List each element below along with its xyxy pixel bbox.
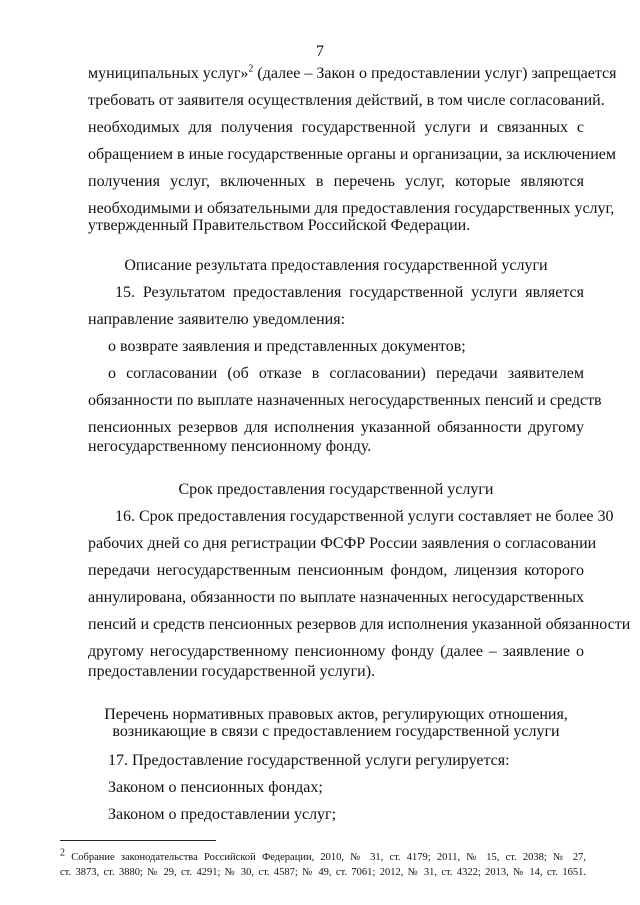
footnote-marker: 2	[60, 847, 65, 859]
paragraph-line: 17. Предоставление государственной услуги регулируется:	[108, 752, 510, 769]
paragraph-line: требовать от заявителя осуществления действий, в том числе согласований.	[88, 92, 605, 109]
paragraph-line: пенсионных резервов для исполнения указанной обязанности другому	[88, 419, 584, 436]
footnote-divider	[60, 840, 216, 841]
paragraph-line: обращением в иные государственные органы и организации, за исключением	[88, 146, 616, 163]
footnote-line: ст. 3873, ст. 3880; № 29, ст. 4291; № 30, ст. 4587; № 49, ст. 7061; 2012, № 31, ст. 4322; 2013, № 14, ст. 1651.	[60, 867, 586, 878]
footnote-ref: 2	[248, 63, 254, 75]
line-text: муниципальных услуг»	[88, 65, 249, 82]
list-item: о согласовании (об отказе в согласовании) передачи заявителем	[108, 365, 584, 382]
list-item: о возврате заявления и представленных документов;	[108, 338, 466, 355]
page-number: 7	[316, 43, 324, 60]
footnote-text: Собрание законодательства Российской Федерации, 2010, № 31, ст. 4179; 2011, № 15, ст. 2038; № 27,	[65, 852, 586, 863]
paragraph-line: 15. Результатом предоставления государственной услуги является	[115, 284, 584, 301]
paragraph-line: обязанности по выплате назначенных негосударственных пенсий и средств	[88, 392, 602, 409]
paragraph-line: пенсий и средств пенсионных резервов для исполнения указанной обязанности	[88, 616, 631, 633]
section-heading: Перечень нормативных правовых актов, регулирующих отношения,	[104, 706, 568, 723]
paragraph-line: направление заявителю уведомления:	[88, 311, 346, 328]
section-heading: Описание результата предоставления государственной услуги	[124, 257, 548, 274]
paragraph-line: аннулирована, обязанности по выплате назначенных негосударственных	[88, 589, 584, 606]
paragraph-line	[88, 63, 617, 84]
list-item: Законом о предоставлении услуг;	[108, 806, 337, 823]
paragraph-line: получения услуг, включенных в перечень услуг, которые являются	[88, 173, 584, 190]
paragraph-line: необходимыми и обязательными для предоставления государственных услуг,	[88, 200, 615, 217]
section-heading: Срок предоставления государственной услуги	[178, 481, 494, 498]
line-text: (далее – Закон о предоставлении услуг) запрещается	[253, 65, 617, 82]
paragraph-line: утвержденный Правительством Российской Федерации.	[88, 217, 471, 234]
paragraph-line: предоставлении государственной услуги).	[88, 663, 376, 680]
section-heading: возникающие в связи с предоставлением государственной услуги	[112, 723, 560, 740]
paragraph-line: другому негосударственному пенсионному фонду (далее – заявление о	[88, 643, 584, 660]
paragraph-line: негосударственному пенсионному фонду.	[88, 438, 372, 455]
paragraph-line: 16. Срок предоставления государственной услуги составляет не более 30	[115, 508, 614, 525]
paragraph-line: необходимых для получения государственной услуги и связанных с	[88, 119, 584, 136]
footnote-line	[60, 847, 586, 864]
paragraph-line: передачи негосударственным пенсионным фондом, лицензия которого	[88, 562, 584, 579]
paragraph-line: рабочих дней со дня регистрации ФСФР России заявления о согласовании	[88, 535, 597, 552]
list-item: Законом о пенсионных фондах;	[108, 779, 323, 796]
